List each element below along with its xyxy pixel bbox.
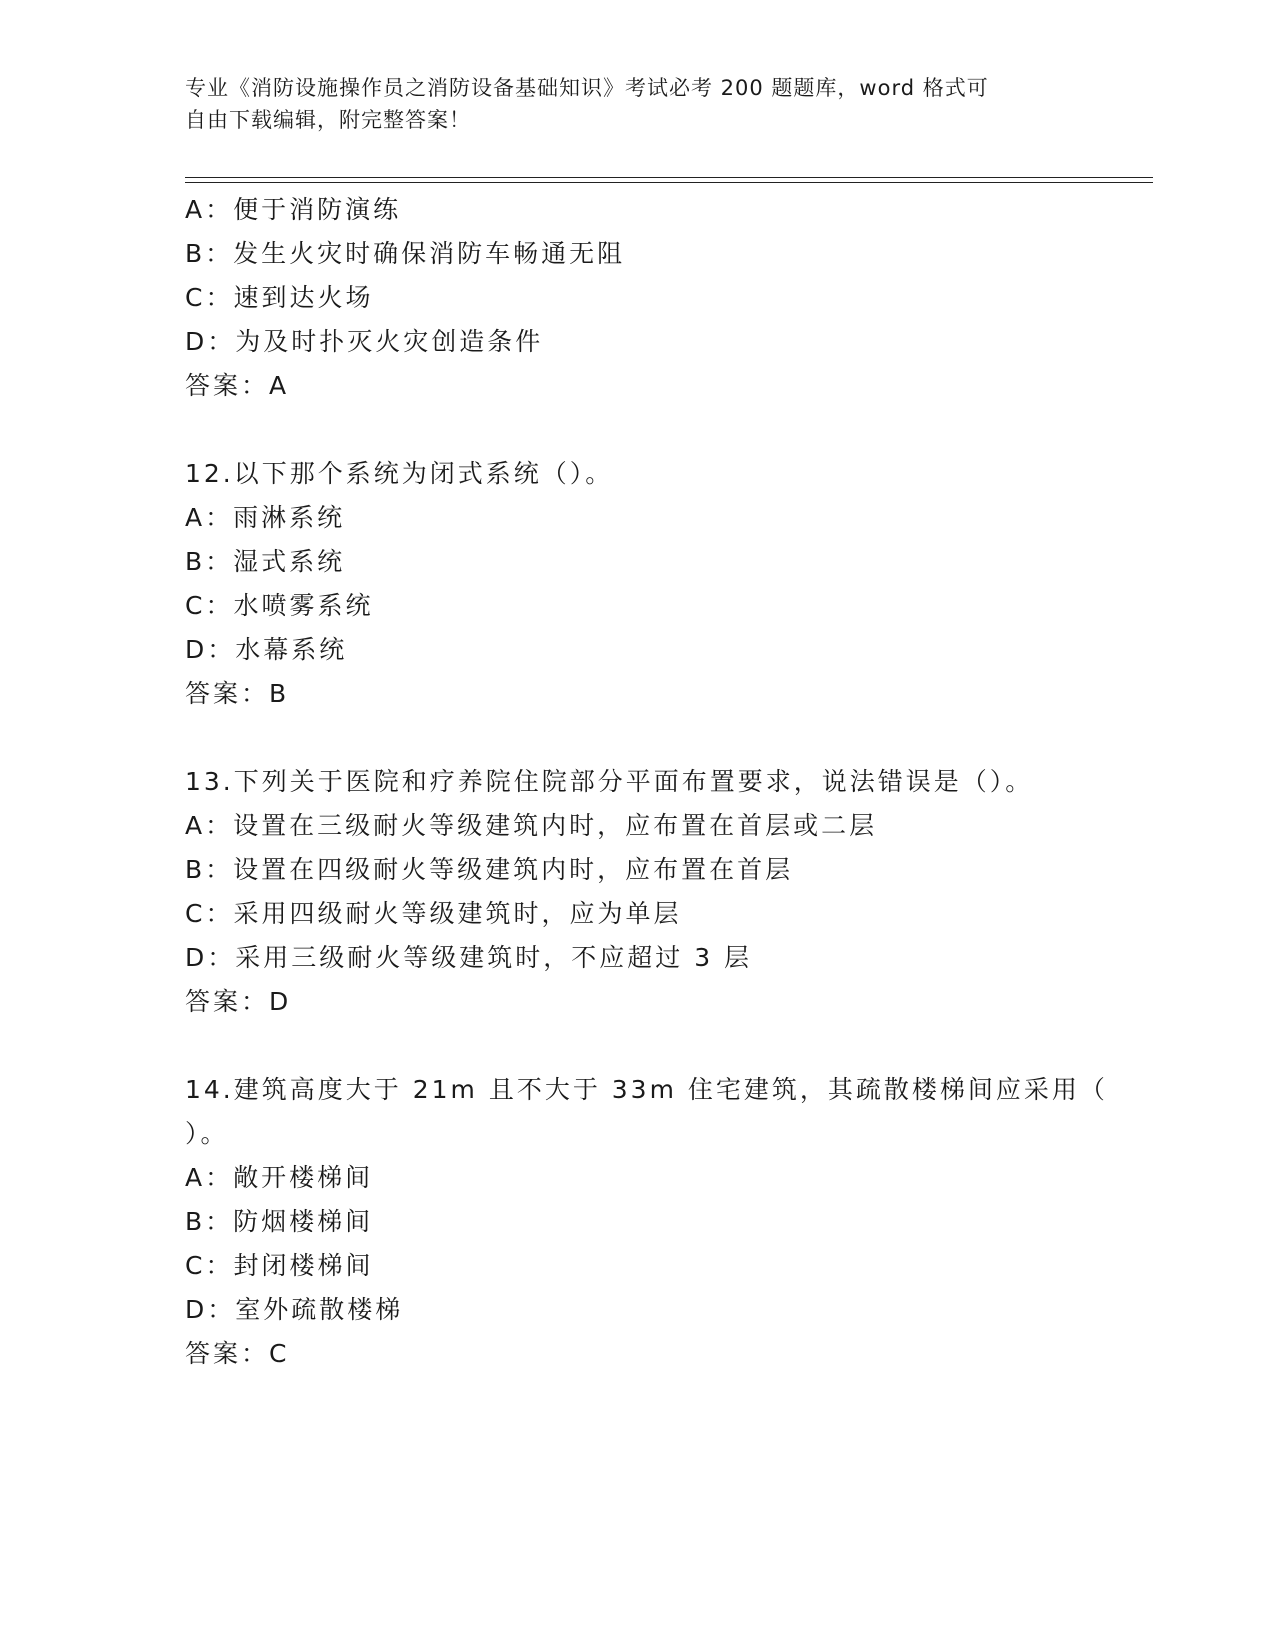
q14-answer: 答案：C	[185, 1339, 290, 1368]
q12-option-a: A：雨淋系统	[185, 503, 346, 532]
q12-question: 12.以下那个系统为闭式系统（）。	[185, 459, 614, 488]
document-header	[185, 72, 1065, 136]
q11-option-d: D：为及时扑灭火灾创造条件	[185, 327, 544, 356]
q13-question: 13.下列关于医院和疗养院住院部分平面布置要求，说法错误是（）。	[185, 767, 1034, 796]
q11-option-b: B：发生火灾时确保消防车畅通无阻	[185, 239, 626, 268]
header-line-1: 专业《消防设施操作员之消防设备基础知识》考试必考 200 题题库，word 格式可	[185, 76, 989, 100]
q12-answer: 答案：B	[185, 679, 290, 708]
q14-option-c: C：封闭楼梯间	[185, 1251, 374, 1280]
q14-option-b: B：防烟楼梯间	[185, 1207, 374, 1236]
q14-option-a: A：敞开楼梯间	[185, 1163, 374, 1192]
q12-option-c: C：水喷雾系统	[185, 591, 374, 620]
q12-option-b: B：湿式系统	[185, 547, 346, 576]
header-divider-bottom	[185, 182, 1153, 183]
q14-option-d: D：室外疏散楼梯	[185, 1295, 404, 1324]
q13-option-a: A：设置在三级耐火等级建筑内时，应布置在首层或二层	[185, 811, 878, 840]
q14-question-line-1: 14.建筑高度大于 21m 且不大于 33m 住宅建筑，其疏散楼梯间应采用（	[185, 1075, 1108, 1104]
q13-option-d: D：采用三级耐火等级建筑时，不应超过 3 层	[185, 943, 753, 972]
q13-option-c: C：采用四级耐火等级建筑时，应为单层	[185, 899, 682, 928]
q11-option-c: C：速到达火场	[185, 283, 374, 312]
q14-question-line-2: ）。	[185, 1119, 229, 1148]
q13-option-b: B：设置在四级耐火等级建筑内时，应布置在首层	[185, 855, 794, 884]
q12-option-d: D：水幕系统	[185, 635, 348, 664]
header-line-2: 自由下载编辑，附完整答案！	[185, 108, 471, 132]
q11-option-a: A：便于消防演练	[185, 195, 402, 224]
header-divider-top	[185, 177, 1153, 178]
q13-answer: 答案：D	[185, 987, 292, 1016]
q11-answer: 答案：A	[185, 371, 290, 400]
